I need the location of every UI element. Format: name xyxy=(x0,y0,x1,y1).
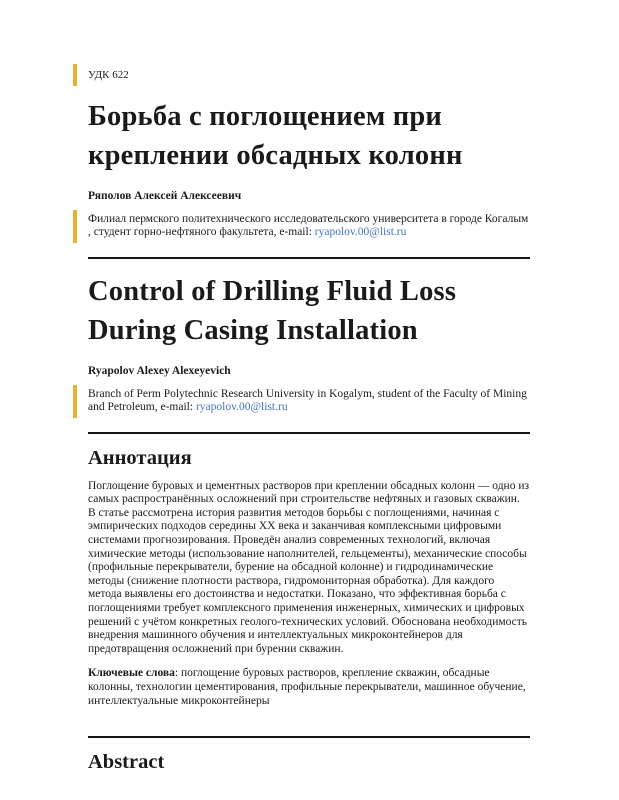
email-link-russian[interactable]: ryapolov.00@list.ru xyxy=(314,226,407,239)
affiliation-russian-body: Филиал пермского политехнического исследовательского университета в городе Когалым , студент горно-нефтяного факультета, e-mail: xyxy=(88,212,529,239)
udk-label: УДК 622 xyxy=(88,69,129,81)
email-link-english[interactable]: ryapolov.00@list.ru xyxy=(195,401,288,414)
affiliation-russian-text xyxy=(88,213,530,240)
callout-accent-bar xyxy=(73,210,77,243)
affiliation-russian-callout xyxy=(88,210,530,243)
title-english: Control of Drilling Fluid Loss During Casing Installation xyxy=(88,275,457,347)
affiliation-english-text xyxy=(88,388,530,415)
author-russian: Ряполов Алексей Алексеевич xyxy=(88,189,242,202)
keywords-label: Ключевые слова xyxy=(88,667,175,680)
divider xyxy=(88,257,530,259)
abstract-heading: Abstract xyxy=(88,751,165,774)
author-english: Ryapolov Alexey Alexeyevich xyxy=(88,364,231,377)
udk-callout xyxy=(88,64,530,86)
divider xyxy=(88,432,530,434)
title-russian: Борьба с поглощением при креплении обсадных колонн xyxy=(88,101,463,172)
affiliation-english-callout xyxy=(88,385,530,418)
keywords-paragraph xyxy=(88,667,530,708)
callout-accent-bar xyxy=(73,385,77,418)
callout-accent-bar xyxy=(73,64,77,86)
annotation-heading: Аннотация xyxy=(88,446,192,469)
annotation-body: Поглощение буровых и цементных растворов при креплении обсадных колонн — одно из самых распространённых осложнений при строительстве нефтяных и газовых скважин. В статье рассмотрена история развития методов борьбы с поглощениями, начиная с эмпирических подходов середины XX века и заканчивая комплексными цифровыми системами прогнозирования. Проведён анализ современных технологий, включая химические методы (использование наполнителей, гельцементы), механические способы (профильные перекрыватели, бурение на обсадной колонне) и гидродинамические методы (снижение плотности раствора, гидромониторная обработка). Для каждого метода выявлены его достоинства и недостатки. Показано, что эффективная борьба с поглощениями требует комплексного применения инженерных, химических и цифровых решений с учётом конкретных геолого-технических условий. Обоснована необходимость внедрения машинного обучения и интеллектуальных микроконтейнеров для предотвращения осложнений при бурении скважин. xyxy=(88,479,530,655)
keywords-list: : поглощение буровых растворов, крепление скважин, обсадные колонны, технологии цементирования, профильные перекрыватели, машинное обучение, интеллектуальные микроконтейнеры xyxy=(88,667,526,707)
affiliation-english-body: Branch of Perm Polytechnic Research University in Kogalym, student of the Faculty of Mining and Petroleum, e-mail: xyxy=(88,387,527,414)
divider xyxy=(88,736,530,738)
